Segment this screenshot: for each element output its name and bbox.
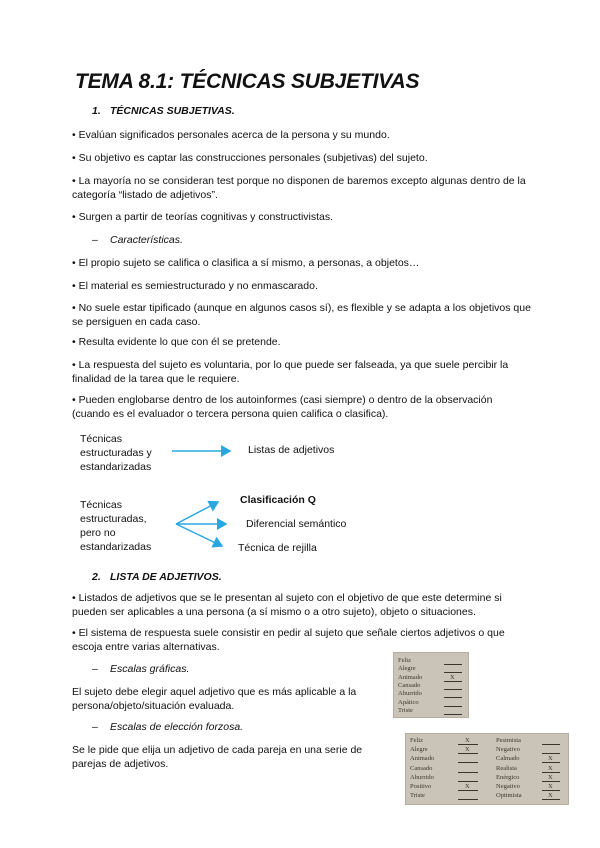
section2-heading [92, 571, 222, 583]
group2-label-line: Técnicas [80, 499, 123, 511]
group1-label-line: estandarizadas [80, 461, 152, 473]
dash: – [92, 721, 98, 733]
scale2-left-adjective: Triste [410, 792, 425, 800]
scale2-right-adjective: Enérgico [496, 773, 520, 781]
scale2-right-line [542, 753, 560, 754]
scale1-adjective: Cansado [398, 681, 421, 689]
scale1-answer-line [444, 664, 462, 665]
scale2-left-line [458, 781, 478, 782]
scale2-right-adjective: Negativo [496, 783, 520, 790]
section1-heading-text: TÉCNICAS SUBJETIVAS. [110, 105, 235, 117]
forced-choice-label: Escalas de elección forzosa. [110, 721, 244, 733]
scale2-right-mark: X [548, 792, 553, 800]
scale2-right-line [542, 799, 560, 800]
scale2-right-line [542, 762, 560, 763]
scale2-right-mark: X [548, 773, 553, 781]
section2-bullet: • Listados de adjetivos que se le presentan al sujeto con el objetivo de que este determine si pueden ser aplicables a una persona (a sí mismo o a otro sujeto), objeto o situaciones. [72, 592, 502, 618]
group2-label-line: pero no [80, 527, 116, 539]
dash: – [92, 234, 98, 246]
scale2-right-adjective: Negativo [496, 746, 520, 754]
section1-bullet: • Evalúan significados personales acerca de la persona y su mundo. [72, 129, 390, 141]
scale1-answer-line [444, 681, 462, 682]
scale2-right-line [542, 790, 560, 791]
scale2-left-line [458, 744, 478, 745]
group2-target-q-sort: Clasificación Q [240, 494, 316, 506]
scale1-adjective: Apático [398, 698, 419, 706]
scale2-left-adjective: Feliz [410, 737, 423, 744]
section1-number: 1. [92, 105, 101, 117]
dash: – [92, 663, 98, 675]
scale2-left-line [458, 790, 478, 791]
group2-label-line: estandarizadas [80, 541, 152, 553]
forced-choice-scale-example-image [405, 733, 569, 805]
scale2-right-adjective: Realista [496, 764, 517, 772]
graphic-scales-subheading [92, 663, 189, 675]
scale2-left-adjective: Cansado [410, 764, 433, 772]
scale1-adjective: Feliz [398, 657, 411, 664]
scale2-left-adjective: Animado [410, 755, 435, 763]
characteristic-item: • Pueden englobarse dentro de los autoinformes (casi siempre) o dentro de la observación (cuando es el evaluador o tercera persona quien califica o clasifica). [72, 394, 493, 420]
scale2-left-mark: X [465, 737, 470, 744]
scale1-answer-line [444, 689, 462, 690]
section2-bullet: • El sistema de respuesta suele consistir en pedir al sujeto que señale ciertos adjetivos o que escoja entre varias alternativas. [72, 627, 505, 653]
scale2-right-adjective: Optimista [496, 792, 522, 800]
scale2-right-adjective: Calmado [496, 755, 520, 763]
characteristic-item: • La respuesta del sujeto es voluntaria, por lo que puede ser falseada, ya que suele percibir la finalidad de la tarea que le requiere. [72, 359, 509, 385]
scale1-adjective: Triste [398, 706, 413, 714]
section2-heading-text: LISTA DE ADJETIVOS. [110, 571, 222, 583]
scale2-left-line [458, 799, 478, 800]
scale2-left-line [458, 753, 478, 754]
scale1-adjective: Animado [398, 673, 423, 681]
scale2-right-line [542, 744, 560, 745]
page-title: TEMA 8.1: TÉCNICAS SUBJETIVAS [75, 70, 420, 93]
group2-target-semantic-differential: Diferencial semántico [246, 518, 347, 530]
scale2-right-mark: X [548, 755, 553, 763]
arrow-to-q-sort [176, 502, 218, 524]
group2-label-line: estructuradas, [80, 513, 147, 525]
scale2-left-adjective: Alegre [410, 746, 428, 754]
group2-target-repertory-grid: Técnica de rejilla [238, 542, 317, 554]
section1-bullet: • La mayoría no se consideran test porque no disponen de baremos excepto algunas dentro de la categoría “listado de adjetivos”. [72, 175, 526, 201]
characteristics-label: Características. [110, 234, 183, 246]
characteristic-item: • No suele estar tipificado (aunque en algunos casos sí), es flexible y se adapta a los objetivos que se persiguen en cada caso. [72, 302, 531, 328]
scale2-left-line [458, 772, 478, 773]
characteristic-item: • El material es semiestructurado y no enmascarado. [72, 280, 318, 292]
section2-number: 2. [92, 571, 101, 583]
section1-bullet: • Surgen a partir de teorías cognitivas y constructivistas. [72, 211, 334, 223]
group1-label-line: Técnicas [80, 433, 123, 445]
scale2-right-line [542, 772, 560, 773]
group1-label-line: estructuradas y [80, 447, 152, 459]
arrow-to-repertory-grid [176, 524, 222, 546]
forced-choice-text: Se le pide que elija un adjetivo de cada pareja en una serie de parejas de adjetivos. [72, 744, 363, 770]
scale2-right-mark: X [548, 764, 553, 772]
group1-target: Listas de adjetivos [248, 444, 335, 456]
graphic-scales-label: Escalas gráficas. [110, 663, 190, 675]
scale2-left-adjective: Aburrido [410, 773, 434, 781]
graphic-scales-text: El sujeto debe elegir aquel adjetivo que es más aplicable a la persona/objeto/situación evaluada. [72, 686, 357, 712]
graphic-scale-example-image [393, 652, 469, 718]
scale2-right-adjective: Pesimista [496, 737, 521, 744]
scale1-mark: X [450, 673, 455, 681]
scale2-right-mark: X [548, 783, 553, 790]
scale1-answer-line [444, 714, 462, 715]
scale1-answer-line [444, 697, 462, 698]
scale2-left-mark: X [465, 783, 470, 790]
scale1-adjective: Alegre [398, 665, 416, 673]
section1-bullet: • Su objetivo es captar las construcciones personales (subjetivas) del sujeto. [72, 152, 428, 164]
characteristic-item: • Resulta evidente lo que con él se pretende. [72, 336, 281, 348]
characteristic-item: • El propio sujeto se califica o clasifica a sí mismo, a personas, a objetos… [72, 257, 420, 269]
scale2-right-line [542, 781, 560, 782]
scale1-answer-line [444, 706, 462, 707]
scale2-left-mark: X [465, 746, 470, 754]
forced-choice-subheading [92, 721, 243, 733]
scale1-adjective: Aburrido [398, 690, 422, 698]
scale2-left-adjective: Positivo [410, 783, 432, 790]
scale2-left-line [458, 762, 478, 763]
